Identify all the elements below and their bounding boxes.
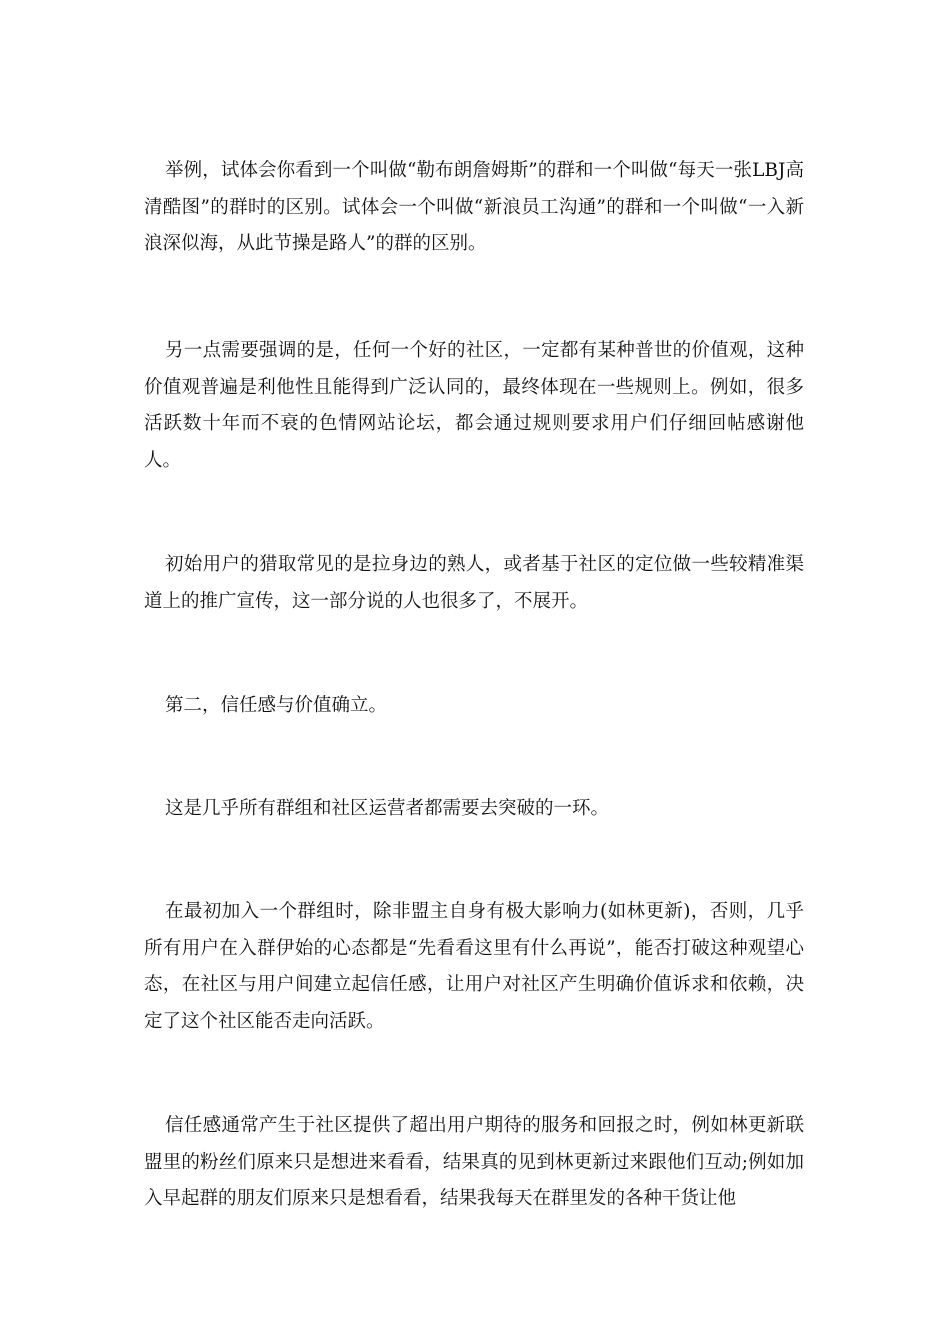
section-heading-trust-value: 第二，信任感与价值确立。 <box>165 695 388 716</box>
paragraph-community-values: 另一点需要强调的是，任何一个好的社区，一定都有某种普世的价值观，这种价值观普遍是利他性且能得到广泛认同的，最终体现在一些规则上。例如，很多活跃数十年而不衰的色情网站论坛，都会通过规则要求用户们仔细回帖感谢他人。 <box>144 340 804 471</box>
paragraph-breakthrough: 这是几乎所有群组和社区运营者都需要去突破的一环。 <box>165 798 610 819</box>
paragraph-example-group-names: 举例，试体会你看到一个叫做“勒布朗詹姆斯”的群和一个叫做“每天一张LBJ高清酷图”的群时的区别。试体会一个叫做“新浪员工沟通”的群和一个叫做“一入新浪深似海，从此节操是路人”的群的区别。 <box>144 160 804 254</box>
paragraph-initial-users: 初始用户的猎取常见的是拉身边的熟人，或者基于社区的定位做一些较精准渠道上的推广宣传，这一部分说的人也很多了，不展开。 <box>144 554 804 612</box>
paragraph-trust-origin: 信任感通常产生于社区提供了超出用户期待的服务和回报之时，例如林更新联盟里的粉丝们原来只是想进来看看，结果真的见到林更新过来跟他们互动;例如加入早起群的朋友们原来只是想看看，结果我每天在群里发的各种干货让他 <box>144 1115 804 1209</box>
paragraph-wait-and-see: 在最初加入一个群组时，除非盟主自身有极大影响力(如林更新)，否则，几乎所有用户在入群伊始的心态都是“先看看这里有什么再说”，能否打破这种观望心态，在社区与用户间建立起信任感，让用户对社区产生明确价值诉求和依赖，决定了这个社区能否走向活跃。 <box>144 901 804 1032</box>
